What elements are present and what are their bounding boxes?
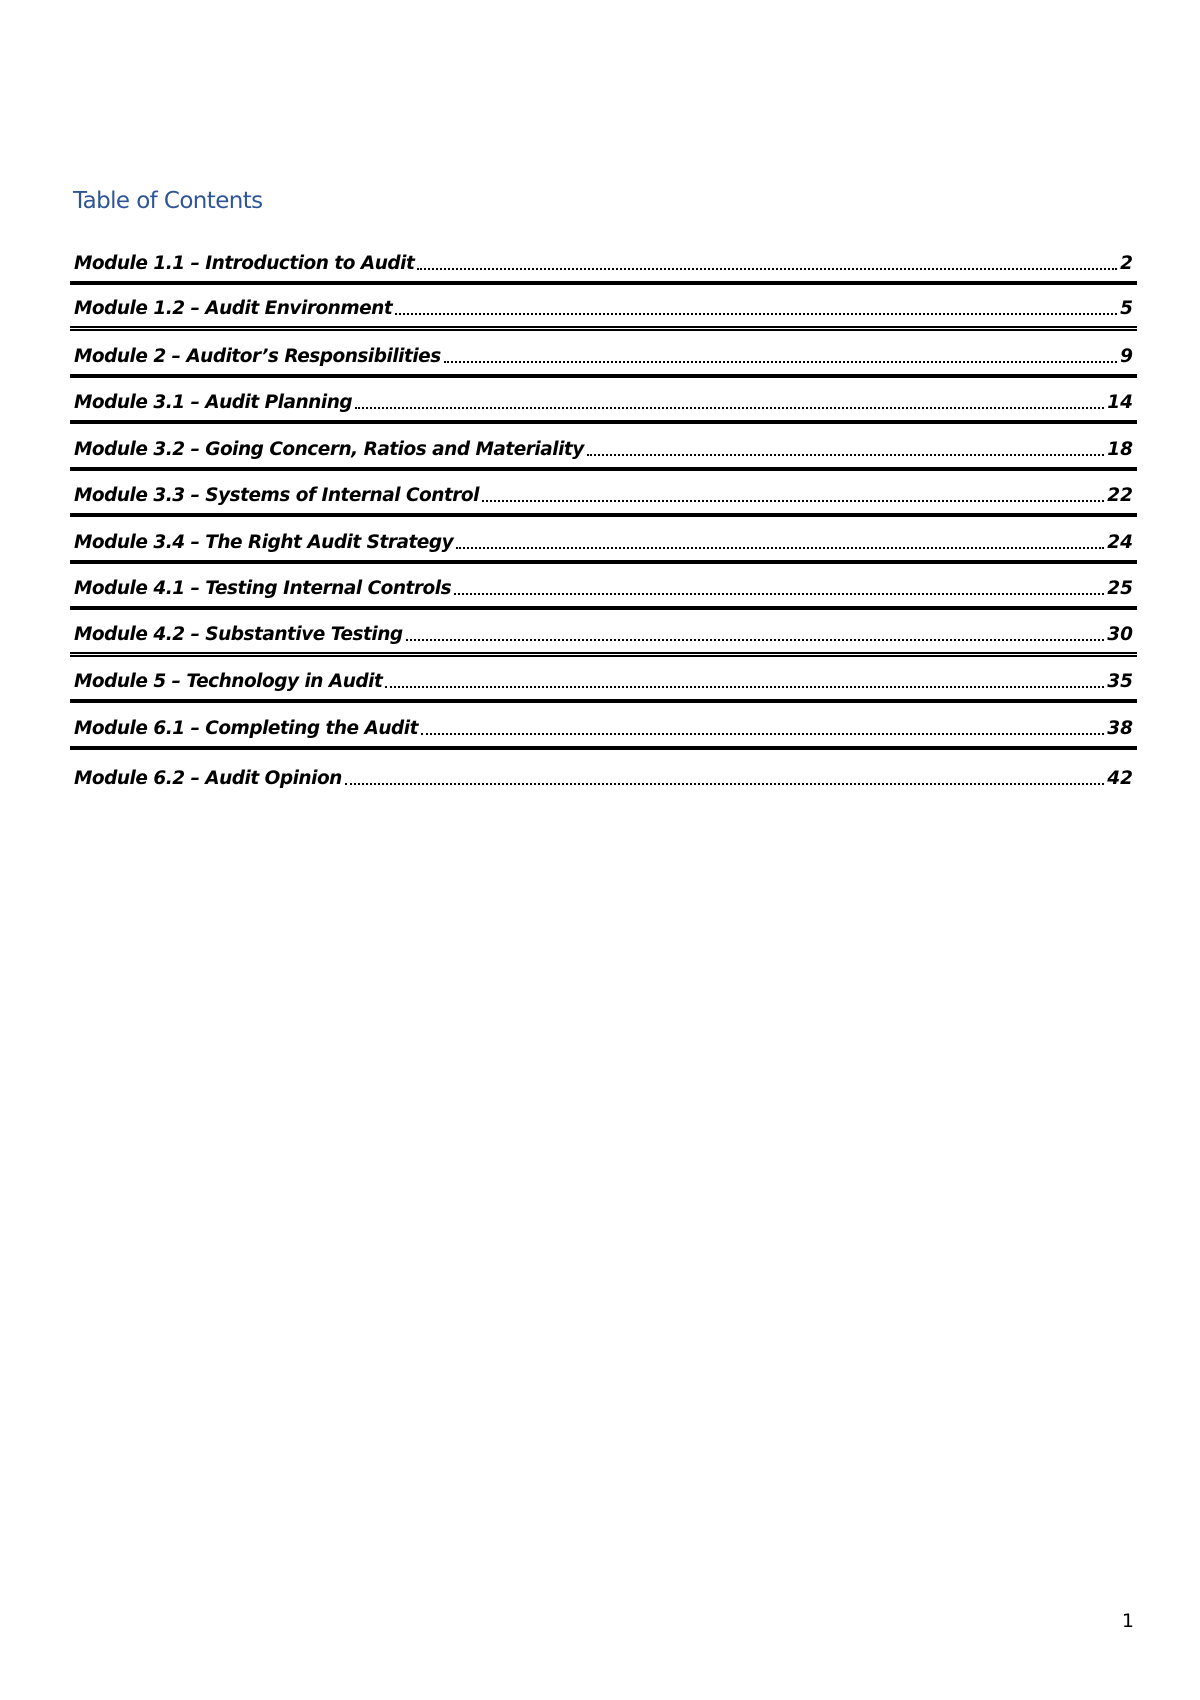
toc-entry-title[interactable]: Module 4.2 – Substantive Testing <box>74 623 403 645</box>
toc-entry[interactable] <box>70 703 1137 750</box>
toc-entry[interactable] <box>70 238 1137 285</box>
toc-entry-title[interactable]: Module 2 – Auditor’s Responsibilities <box>74 345 441 367</box>
toc-entry-page[interactable]: 24 <box>1107 531 1133 553</box>
toc-dot-leader <box>482 497 1104 502</box>
toc-heading: Table of Contents <box>73 188 263 214</box>
toc-dot-leader <box>395 310 1117 315</box>
toc-entry-title[interactable]: Module 3.4 – The Right Audit Strategy <box>74 531 454 553</box>
toc-dot-leader <box>454 590 1104 595</box>
toc-entry[interactable] <box>70 285 1137 332</box>
toc-entry-title[interactable]: Module 6.2 – Audit Opinion <box>74 768 342 789</box>
toc-entry[interactable] <box>70 424 1137 471</box>
toc-dot-leader <box>587 451 1104 456</box>
toc-entry-page[interactable]: 22 <box>1107 485 1133 506</box>
toc-entry[interactable] <box>70 610 1137 657</box>
toc-entry-title[interactable]: Module 1.2 – Audit Environment <box>74 298 393 319</box>
toc-entry-page[interactable]: 9 <box>1120 345 1133 367</box>
toc-entry[interactable] <box>70 331 1137 378</box>
toc-entry-page[interactable]: 30 <box>1107 623 1133 645</box>
toc-entry-title[interactable]: Module 3.1 – Audit Planning <box>74 392 353 413</box>
toc-entry[interactable] <box>70 564 1137 611</box>
toc-entry-page[interactable]: 5 <box>1120 298 1133 319</box>
toc-entry[interactable] <box>70 657 1137 704</box>
toc-entry[interactable] <box>70 378 1137 425</box>
toc-entry-page[interactable]: 18 <box>1107 438 1133 460</box>
toc-entry-page[interactable]: 35 <box>1107 671 1133 692</box>
toc-dot-leader <box>444 358 1117 363</box>
toc-entry[interactable] <box>70 750 1137 797</box>
toc-dot-leader <box>456 544 1104 549</box>
toc-entry-title[interactable]: Module 4.1 – Testing Internal Controls <box>74 578 452 599</box>
toc-dot-leader <box>421 730 1104 735</box>
toc-list <box>70 238 1137 796</box>
toc-entry-title[interactable]: Module 5 – Technology in Audit <box>74 671 383 692</box>
page-number: 1 <box>1121 1610 1134 1632</box>
toc-dot-leader <box>417 265 1117 270</box>
toc-entry[interactable] <box>70 471 1137 518</box>
toc-entry-title[interactable]: Module 1.1 – Introduction to Audit <box>74 252 415 274</box>
toc-entry-page[interactable]: 2 <box>1120 252 1133 274</box>
toc-entry-title[interactable]: Module 3.2 – Going Concern, Ratios and Materiality <box>74 438 584 460</box>
toc-dot-leader <box>355 404 1104 409</box>
toc-dot-leader <box>345 780 1104 785</box>
toc-entry-page[interactable]: 38 <box>1107 717 1133 739</box>
toc-entry-page[interactable]: 42 <box>1107 768 1133 789</box>
toc-entry-page[interactable]: 14 <box>1107 392 1133 413</box>
toc-entry[interactable] <box>70 517 1137 564</box>
toc-dot-leader <box>385 683 1104 688</box>
toc-entry-page[interactable]: 25 <box>1107 578 1133 599</box>
toc-entry-title[interactable]: Module 3.3 – Systems of Internal Control <box>74 485 479 506</box>
toc-entry-title[interactable]: Module 6.1 – Completing the Audit <box>74 717 418 739</box>
toc-dot-leader <box>406 636 1105 641</box>
